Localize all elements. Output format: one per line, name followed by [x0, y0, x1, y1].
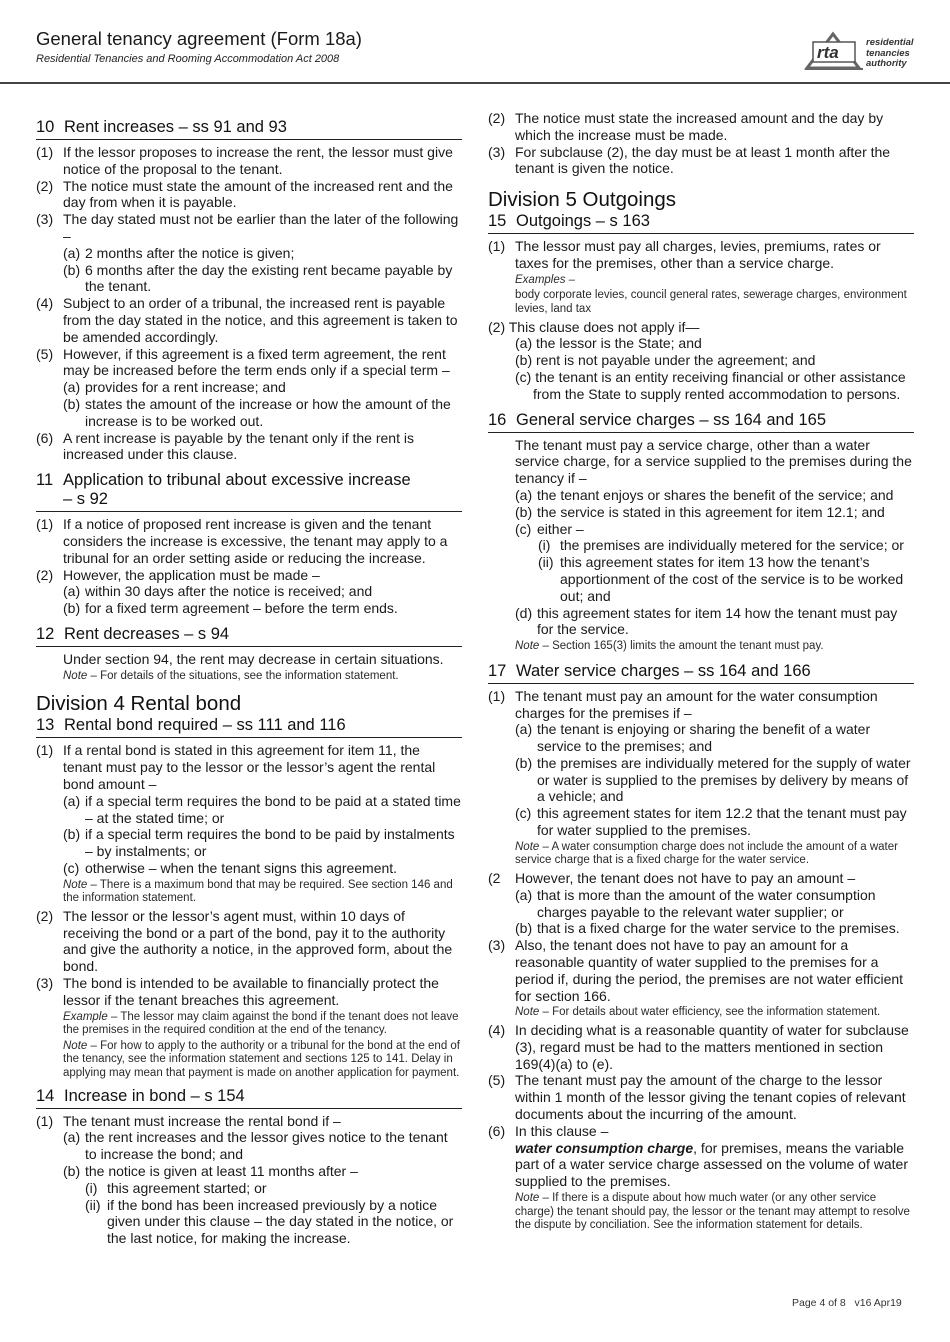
subclause: (a) the tenant enjoys or shares the benefit of the service; and [515, 486, 894, 503]
page-footer [792, 1297, 902, 1309]
subclause: (b) 6 months after the day the existing rent became payable by the tenant. [63, 261, 453, 295]
clause: (1) If a notice of proposed rent increase is given and the tenant considers the increase is excessive, the tenant may apply to a tribunal for an order setting aside or reducing the increase. [36, 516, 448, 566]
subclause: (b) the notice is given at least 11 months after – [63, 1163, 358, 1180]
clause: (2) This clause does not apply if— [488, 318, 700, 335]
clause: (2 However, the tenant does not have to pay an amount – [488, 870, 856, 887]
subclause: (a) the rent increases and the lessor gives notice to the tenant to increase the bond; and [63, 1129, 448, 1163]
defined-term: water consumption charge [515, 1139, 694, 1156]
subclause: (b) states the amount of the increase or how the amount of the increase is to be worked out. [63, 395, 451, 429]
left-column [36, 108, 462, 1247]
note: Note – There is a maximum bond that may be required. See section 146 and the information statement. [63, 878, 453, 905]
document-form-number: (Form 18a) [270, 28, 362, 49]
section-14 [36, 1087, 462, 1247]
clause: (1) If a rental bond is stated in this agreement for item 11, the tenant must pay to the lessor or the lessor’s agent the rental bond amount – [36, 742, 436, 792]
subclause: (c) otherwise – when the tenant signs this agreement. [63, 859, 398, 876]
subclause: (b) that is a fixed charge for the water service to the premises. [515, 920, 900, 937]
section-heading: 16 General service charges – ss 164 and 165 [488, 411, 914, 433]
division-5-heading: Division 5 Outgoings [488, 188, 677, 212]
section-heading: 11 Application to tribunal about excessive increase – s 92 [36, 471, 462, 512]
clause: (5) However, if this agreement is a fixed term agreement, the rent may be increased before the term ends only if a special term – [36, 345, 450, 379]
clause: (1) If the lessor proposes to increase the rent, the lessor must give notice of the proposal to the tenant. [36, 144, 453, 177]
clause: (2) The lessor or the lessor’s agent must, within 10 days of receiving the bond or a part of the bond, pay it to the authority and give the authority a notice, in the approved form, about the bond. [36, 907, 453, 975]
clause: (1) The tenant must increase the rental bond if – [36, 1112, 341, 1129]
clause: (3) The bond is intended to be available to financially protect the lessor if the tenant breaches this agreement. [36, 975, 439, 1008]
subclause: (a) the lessor is the State; and [515, 335, 702, 352]
subclause: (i) this agreement started; or [85, 1179, 267, 1196]
subclause: (c) either – [515, 520, 584, 537]
subclause: (a) provides for a rent increase; and [63, 379, 286, 396]
clause: (4) Subject to an order of a tribunal, the increased rent is payable from the day stated in the notice, and this agreement is taken to be amended accordingly. [36, 295, 458, 345]
section-10 [36, 118, 462, 463]
note: Note – For how to apply to the authority or a tribunal for the bond at the end of the tenancy, see the information statement and sections 125 to 141. Delay in applying may mean that payment is made on another application for payment. [63, 1039, 461, 1080]
subclause: (a) 2 months after the notice is given; [63, 244, 295, 261]
subclause: (a) the tenant is enjoying or sharing the benefit of a water service to the premises; and [515, 721, 871, 755]
section-heading: 17 Water service charges – ss 164 and 166 [488, 662, 914, 684]
page-header [0, 0, 950, 86]
clause: (6) In this clause – [488, 1122, 609, 1139]
section-15 [488, 212, 914, 402]
rta-logo-mark: rta [817, 43, 839, 62]
clause: (3) Also, the tenant does not have to pay an amount for a reasonable quantity of water supplied to the premises for a period if, during the period, the premises are not water efficient for section 166. [488, 937, 904, 1004]
subclause: (b) the service is stated in this agreement for item 12.1; and [515, 503, 885, 520]
clause: (1) The tenant must pay an amount for the water consumption charges for the premises if – [488, 687, 878, 721]
clause: (2) The notice must state the increased amount and the day by which the increase must be made. [488, 110, 884, 143]
definition: water consumption charge, for premises, means the variable part of a water service charge assessed on the volume of water supplied to the premises. [515, 1139, 908, 1190]
clause: (5) The tenant must pay the amount of the charge to the lessor within 1 month of the lessor giving the tenant copies of relevant documents about the incurring of the amount. [488, 1072, 906, 1123]
subclause: (c) the tenant is an entity receiving financial or other assistance from the State to supply rented accommodation to persons. [515, 368, 906, 402]
division-4-heading: Division 4 Rental bond [36, 692, 242, 716]
document-title [36, 28, 362, 50]
section-13 [36, 716, 462, 1080]
clause: (1) The lessor must pay all charges, levies, premiums, rates or taxes for the premises, other than a service charge. [488, 238, 881, 271]
section-heading: 14 Increase in bond – s 154 [36, 1087, 462, 1109]
section-16 [488, 411, 914, 654]
subclause: (i) the premises are individually metered for the service; or [538, 537, 904, 554]
section-heading: 10 Rent increases – ss 91 and 93 [36, 118, 462, 140]
form-version: v16 Apr19 [854, 1297, 902, 1309]
note: Note – Section 165(3) limits the amount the tenant must pay. [515, 640, 824, 653]
subclause: (ii) if the bond has been increased previously by a notice given under this clause – the day stated in the notice, or the last notice, for making the increase. [85, 1196, 454, 1247]
rta-logo-text: residential tenancies authority [866, 37, 914, 69]
subclause: (c) this agreement states for item 12.2 that the tenant must pay for water supplied to the premises. [515, 805, 907, 839]
clause: Under section 94, the rent may decrease in certain situations. [63, 650, 444, 667]
note: Note – For details of the situations, see the information statement. [63, 669, 399, 682]
header-divider [0, 82, 950, 84]
subclause: (b) the premises are individually metered for the supply of water or water is supplied to the premises by delivery by means of a vehicle; and [515, 754, 911, 805]
example: body corporate levies, council general rates, sewerage charges, environment levies, land tax [515, 289, 907, 315]
right-column [488, 110, 914, 1235]
clause: (2) However, the application must be made – [36, 566, 320, 583]
subclause: (ii) this agreement states for item 13 how the tenant’s apportionment of the cost of the service is to be worked out; and [538, 554, 904, 604]
page-number: Page 4 of 8 [792, 1297, 846, 1309]
document-act-name: Residential Tenancies and Rooming Accommodation Act 2008 [36, 53, 340, 65]
subclause: (b) for a fixed term agreement – before the term ends. [63, 600, 398, 617]
subclause: (a) if a special term requires the bond to be paid at a stated time – at the stated time; or [63, 792, 461, 826]
section-17 [488, 662, 914, 1233]
clause: (4) In deciding what is a reasonable quantity of water for subclause (3), regard must be had to the matters mentioned in section 169(4)(a) to (e). [488, 1022, 909, 1072]
clause: (3) For subclause (2), the day must be at least 1 month after the tenant is given the notice. [488, 143, 891, 177]
subclause: (a) within 30 days after the notice is received; and [63, 583, 373, 600]
section-heading: 13 Rental bond required – ss 111 and 116 [36, 716, 462, 738]
example-label: Examples – [515, 273, 576, 286]
section-heading: 12 Rent decreases – s 94 [36, 625, 462, 647]
clause: (6) A rent increase is payable by the tenant only if the rent is increased under this clause. [36, 429, 414, 463]
clause: (2) The notice must state the amount of the increased rent and the day from when it is payable. [36, 177, 453, 211]
section-heading: 15 Outgoings – s 163 [488, 212, 914, 234]
example: Example – The lessor may claim against the bond if the tenant does not leave the premises in the required condition at the end of the tenancy. [63, 1010, 459, 1037]
subclause: (d) this agreement states for item 14 how the tenant must pay for the service. [515, 604, 898, 638]
document-title-main: General tenancy agreement [36, 28, 266, 49]
clause: The tenant must pay a service charge, other than a water service charge, for a service supplied to the premises during the tenancy if – [515, 436, 912, 487]
subclause: (b) rent is not payable under the agreement; and [515, 352, 816, 369]
section-12 [36, 625, 462, 683]
note: Note – A water consumption charge does not include the amount of a water service charge that is a fixed charge for the water service. [515, 840, 898, 867]
subclause: (a) that is more than the amount of the water consumption charges payable to the relevant water supplier; or [515, 886, 876, 920]
clause: (3) The day stated must not be earlier than the later of the following – [36, 211, 459, 244]
section-11 [36, 471, 462, 617]
subclause: (b) if a special term requires the bond to be paid by instalments – by instalments; or [63, 826, 455, 860]
note: Note – If there is a dispute about how much water (or any other service charge) the tenant should pay, the lessor or the tenant may attempt to resolve the dispute by conciliation. See the information statement for details. [515, 1192, 910, 1232]
note: Note – For details about water efficiency, see the information statement. [515, 1006, 881, 1019]
